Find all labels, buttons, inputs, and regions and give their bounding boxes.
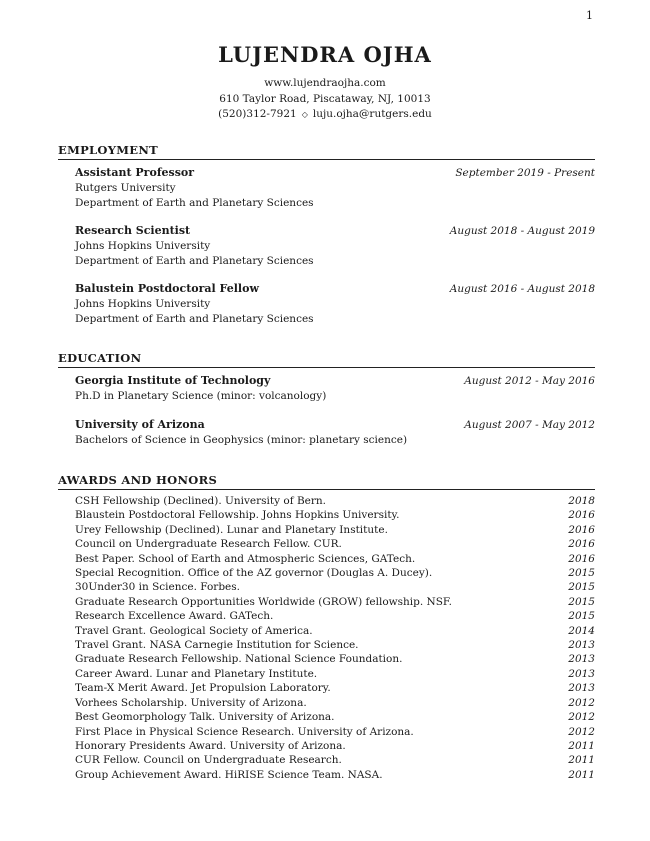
- award-year: 2016: [568, 538, 595, 551]
- award-item: [75, 696, 595, 710]
- award-text: Travel Grant. NASA Carnegie Institution for Science.: [75, 639, 359, 652]
- award-item: [75, 624, 595, 638]
- award-text: Travel Grant. Geological Society of America.: [75, 624, 313, 637]
- award-text: Graduate Research Opportunities Worldwide (GROW) fellowship. NSF.: [75, 595, 452, 608]
- award-text: Urey Fellowship (Declined). Lunar and Planetary Institute.: [75, 523, 388, 536]
- award-year: 2013: [568, 667, 595, 680]
- education-section: [58, 351, 595, 447]
- education-entry: [75, 373, 595, 404]
- award-item: [75, 753, 595, 767]
- job-dates: August 2018 - August 2019: [449, 225, 595, 237]
- award-year: 2018: [568, 495, 595, 507]
- section-title-education: EDUCATION: [58, 351, 595, 368]
- person-name: LUJENDRA OJHA: [218, 42, 432, 67]
- awards-list: [58, 494, 595, 782]
- award-item: [75, 580, 595, 594]
- award-item: [75, 681, 595, 695]
- award-item: [75, 609, 595, 623]
- postal-address: 610 Taylor Road, Piscataway, NJ, 10013: [219, 92, 431, 105]
- diamond-separator-icon: ◇: [301, 110, 308, 119]
- school-name: University of Arizona: [75, 417, 205, 431]
- award-year: 2011: [568, 739, 595, 752]
- award-year: 2012: [568, 696, 595, 709]
- section-title-employment: EMPLOYMENT: [58, 143, 595, 160]
- award-text: Best Paper. School of Earth and Atmospheric Sciences, GATech.: [75, 552, 416, 565]
- award-year: 2015: [568, 595, 595, 608]
- award-year: 2015: [568, 610, 595, 623]
- email-link[interactable]: luju.ojha@rutgers.edu: [312, 108, 432, 120]
- award-year: 2012: [568, 725, 595, 738]
- award-item: [75, 725, 595, 739]
- award-text: Best Geomorphology Talk. University of Arizona.: [75, 711, 335, 724]
- award-year: 2012: [568, 711, 595, 724]
- job-dates: September 2019 - Present: [455, 167, 595, 179]
- awards-section: [58, 473, 595, 782]
- award-item: [75, 595, 595, 609]
- award-text: Graduate Research Fellowship. National Science Foundation.: [75, 653, 403, 666]
- award-item: [75, 667, 595, 681]
- award-year: 2014: [568, 624, 595, 637]
- job-title: Balustein Postdoctoral Fellow: [75, 282, 259, 295]
- job-organization: Rutgers University: [75, 182, 176, 194]
- award-item: [75, 494, 595, 508]
- employment-entry: [75, 165, 595, 210]
- award-year: 2011: [568, 768, 595, 781]
- award-text: CUR Fellow. Council on Undergraduate Research.: [75, 754, 342, 767]
- award-text: Research Excellence Award. GATech.: [75, 610, 274, 623]
- job-dates: August 2016 - August 2018: [449, 283, 595, 295]
- award-text: Council on Undergraduate Research Fellow. CUR.: [75, 538, 342, 551]
- award-text: Career Award. Lunar and Planetary Institute.: [75, 667, 318, 680]
- award-item: [75, 739, 595, 753]
- award-text: Honorary Presidents Award. University of Arizona.: [75, 739, 346, 752]
- award-year: 2015: [568, 567, 595, 580]
- award-year: 2013: [568, 639, 595, 652]
- employment-entry: [75, 281, 595, 326]
- award-text: Group Achievement Award. HiRISE Science Team. NASA.: [75, 768, 383, 781]
- degree: Bachelors of Science in Geophysics (minor: planetary science): [75, 433, 408, 446]
- award-text: Vorhees Scholarship. University of Arizona.: [75, 696, 307, 709]
- award-item: [75, 638, 595, 652]
- award-item: [75, 523, 595, 537]
- award-year: 2016: [568, 523, 595, 536]
- school-dates: August 2012 - May 2016: [464, 375, 595, 387]
- job-title: Research Scientist: [75, 224, 191, 237]
- award-year: 2011: [568, 754, 595, 767]
- employment-section: [58, 143, 595, 326]
- page-number: 1: [586, 9, 593, 22]
- award-text: 30Under30 in Science. Forbes.: [75, 581, 240, 594]
- award-text: Team-X Merit Award. Jet Propulsion Laboratory.: [75, 682, 331, 695]
- award-item: [75, 552, 595, 566]
- award-year: 2013: [568, 653, 595, 666]
- section-title-awards: AWARDS AND HONORS: [58, 473, 595, 490]
- contact-line: [0, 107, 650, 123]
- cv-header: [0, 42, 650, 123]
- award-item: [75, 768, 595, 782]
- award-text: Blaustein Postdoctoral Fellowship. Johns Hopkins University.: [75, 509, 400, 522]
- job-organization: Johns Hopkins University: [75, 240, 211, 252]
- award-year: 2016: [568, 509, 595, 522]
- award-item: [75, 710, 595, 724]
- school-dates: August 2007 - May 2012: [464, 418, 595, 431]
- website-link[interactable]: www.lujendraojha.com: [264, 77, 386, 89]
- phone-number: (520)312-7921: [218, 108, 297, 120]
- award-year: 2016: [568, 552, 595, 565]
- award-text: Special Recognition. Office of the AZ governor (Douglas A. Ducey).: [75, 567, 433, 580]
- job-department: Department of Earth and Planetary Sciences: [75, 312, 314, 325]
- job-department: Department of Earth and Planetary Sciences: [75, 196, 314, 209]
- job-organization: Johns Hopkins University: [75, 298, 211, 310]
- award-item: [75, 652, 595, 666]
- award-item: [75, 566, 595, 580]
- award-year: 2015: [568, 581, 595, 594]
- job-department: Department of Earth and Planetary Sciences: [75, 254, 314, 267]
- job-title: Assistant Professor: [75, 166, 195, 179]
- award-year: 2013: [568, 682, 595, 695]
- award-item: [75, 537, 595, 551]
- school-name: Georgia Institute of Technology: [75, 374, 271, 387]
- degree: Ph.D in Planetary Science (minor: volcanology): [75, 390, 327, 402]
- award-text: CSH Fellowship (Declined). University of Bern.: [75, 495, 327, 507]
- education-entry: [75, 417, 595, 448]
- award-item: [75, 508, 595, 522]
- employment-entry: [75, 223, 595, 268]
- award-text: First Place in Physical Science Research. University of Arizona.: [75, 725, 414, 738]
